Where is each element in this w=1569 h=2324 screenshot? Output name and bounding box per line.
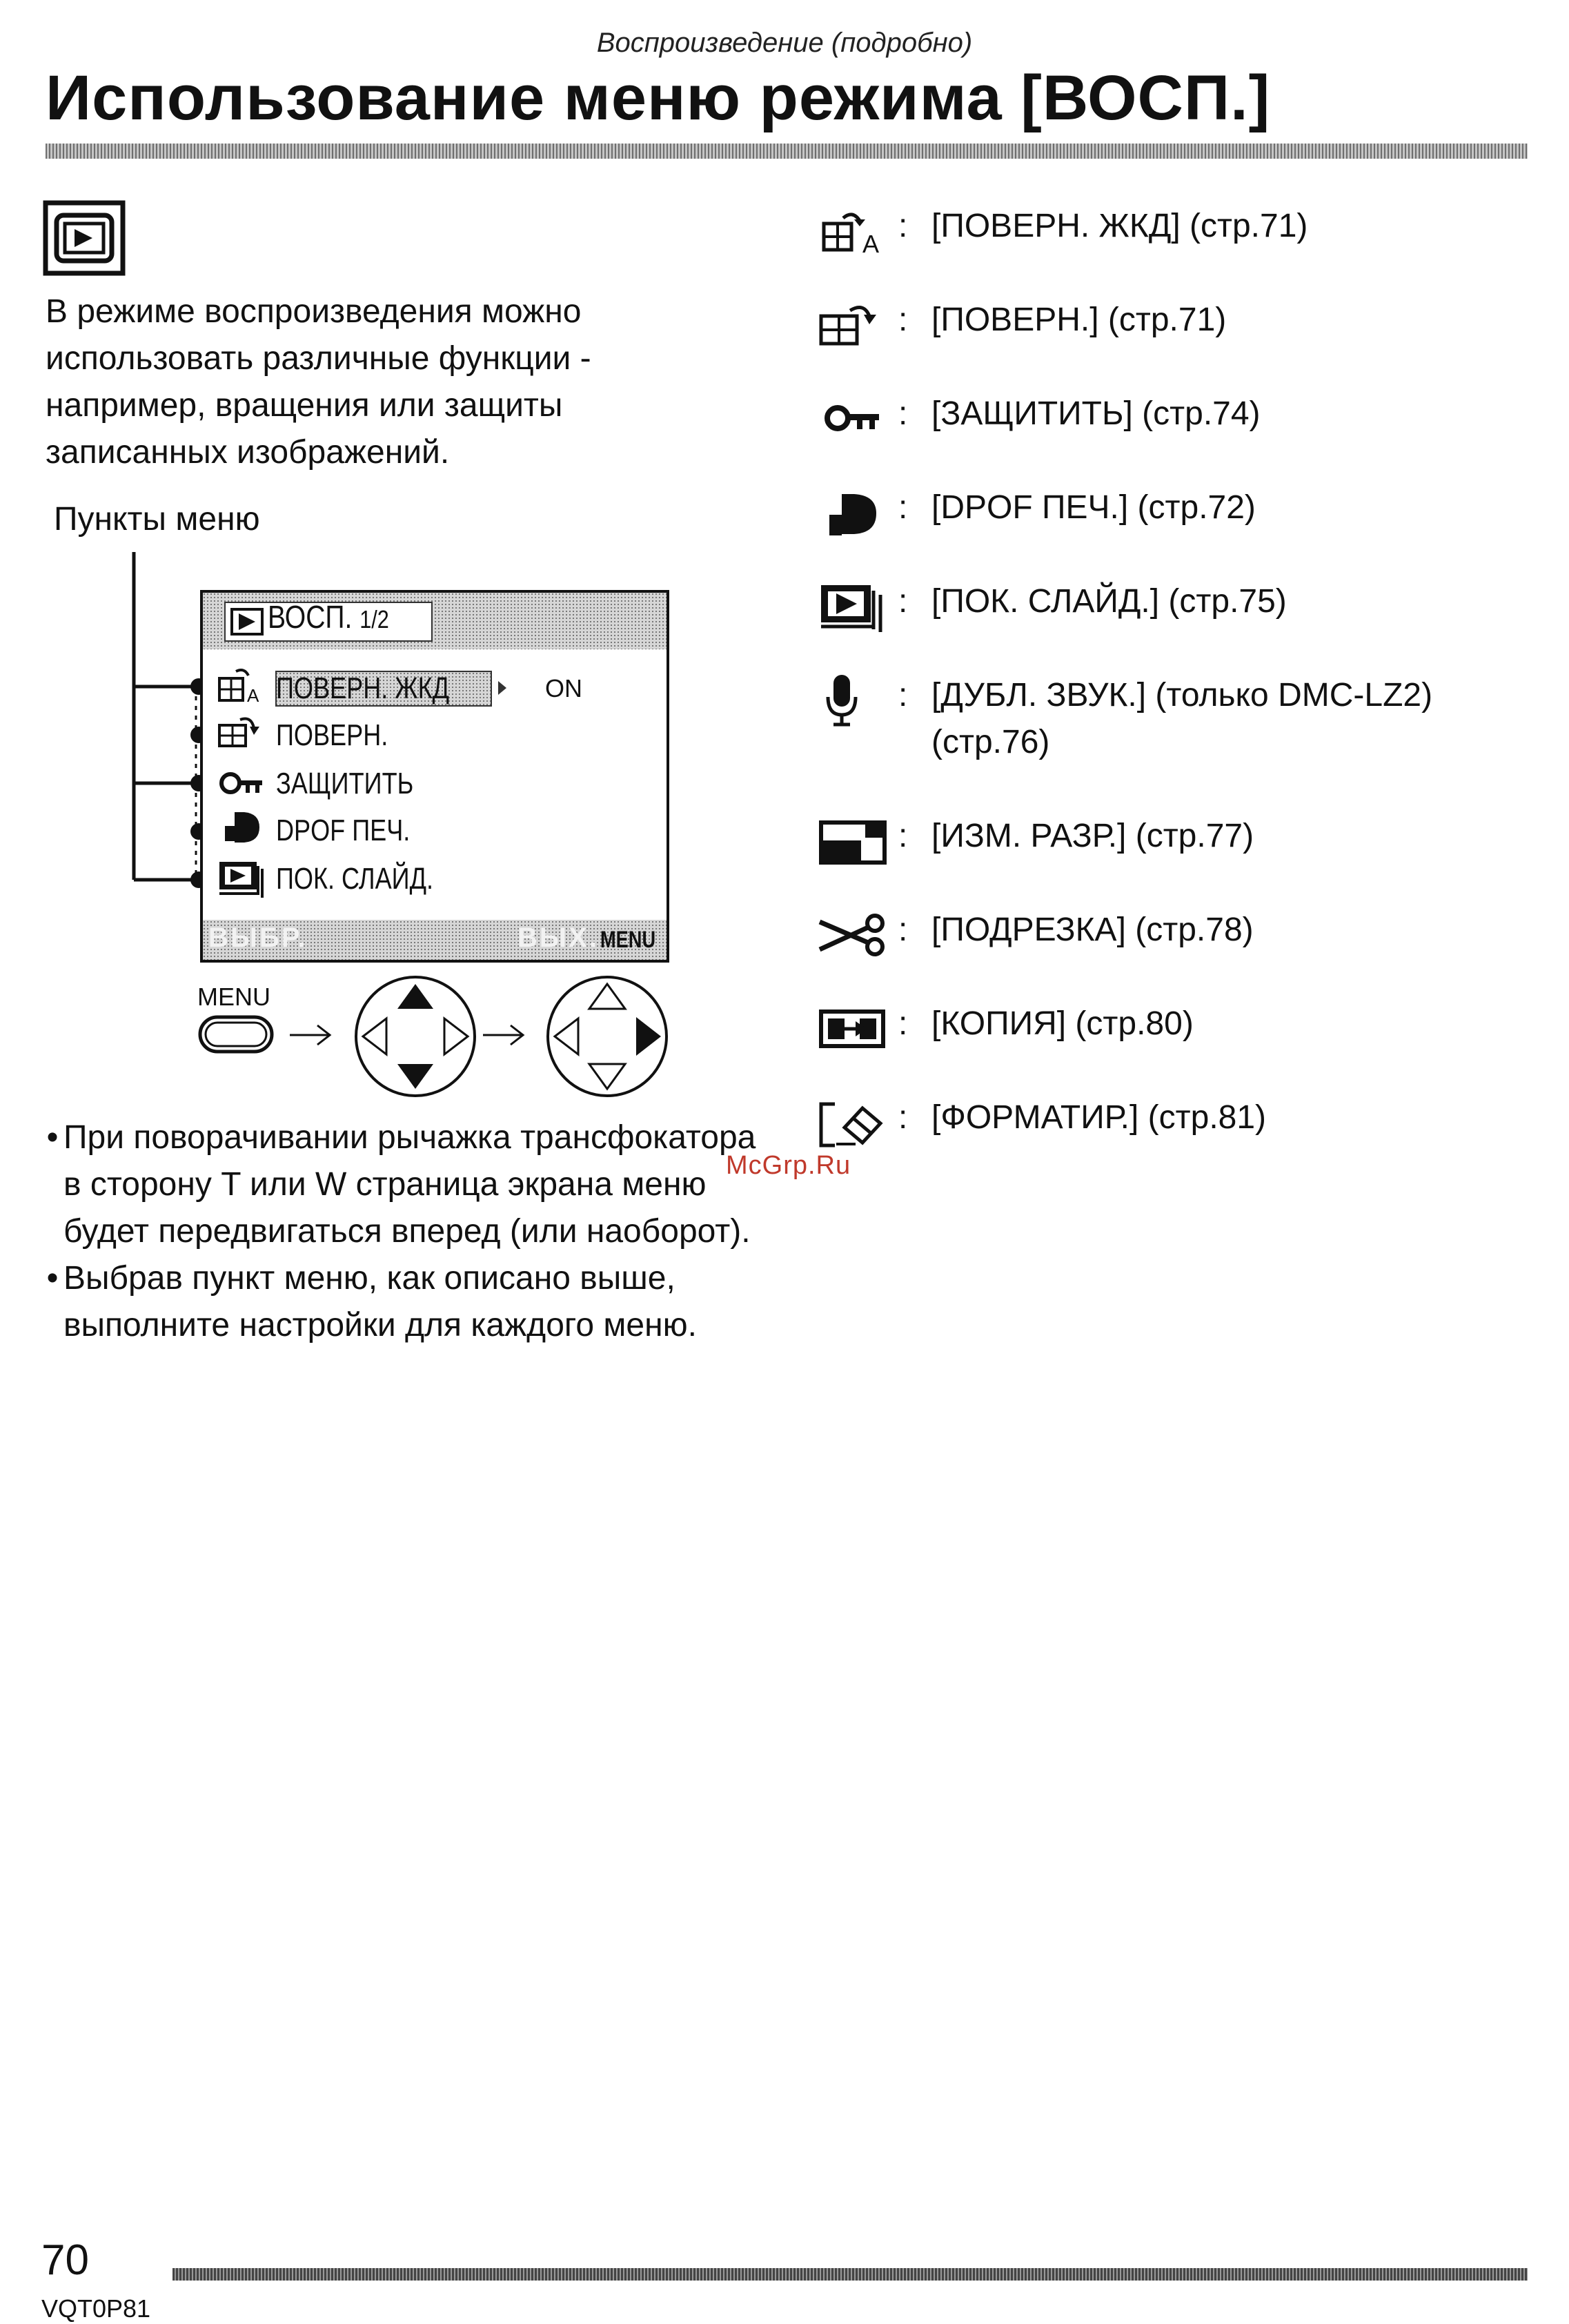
dpad-up-down-icon: [356, 977, 475, 1096]
note-item: [41, 1255, 766, 1349]
menu-button-icon: [200, 1017, 272, 1052]
resize-icon: [814, 813, 890, 868]
menu-item-label: [ДУБЛ. ЗВУК.] (только DMC-LZ2) (стр.76): [931, 677, 1433, 760]
svg-text:A: A: [247, 685, 259, 706]
lcd-footer-menu: MENU: [600, 927, 656, 953]
lcd-page-indicator: 1/2: [359, 605, 389, 633]
lcd-header-label: ВОСП.: [268, 599, 353, 635]
lcd-slideshow-icon: [219, 862, 262, 898]
lcd-header-title: [268, 598, 389, 636]
lcd-footer-select: ВЫБР.: [208, 923, 308, 953]
separator-colon: :: [898, 395, 908, 432]
separator-colon: :: [898, 583, 908, 620]
separator-colon: :: [898, 1005, 908, 1042]
lcd-footer-exit: ВЫХ.: [517, 923, 599, 953]
separator-colon: :: [898, 1099, 908, 1136]
camera-lcd-screen: [200, 590, 669, 963]
note-text: При поворачивании рычажка трансфокатора в сторону T или W страница экрана меню будет передвигаться вперед (или наоборот).: [63, 1119, 756, 1250]
lcd-row-dpof: DPOF ПЕЧ.: [276, 814, 411, 847]
title-rule: [46, 144, 1528, 159]
menu-item-label: [КОПИЯ] (стр.80): [931, 1005, 1194, 1042]
menu-items-caption: Пункты меню: [54, 501, 260, 538]
separator-colon: :: [898, 302, 908, 338]
lcd-row-protect: ЗАЩИТИТЬ: [276, 767, 414, 800]
notes-list: [41, 1114, 766, 1349]
separator-colon: :: [898, 912, 908, 948]
rotate-display-icon: [814, 203, 890, 258]
microphone-icon: [814, 672, 890, 727]
lcd-selected-value: ON: [545, 674, 582, 702]
menu-item-label: [ПОДРЕЗКА] (стр.78): [931, 912, 1254, 948]
dpad-right-icon: [548, 977, 667, 1096]
copy-icon: [814, 1001, 890, 1056]
note-text: Выбрав пункт меню, как описано выше, выполните настройки для каждого меню.: [63, 1260, 697, 1343]
page-number: 70: [41, 2236, 89, 2284]
footer-rule: [172, 2268, 1528, 2281]
lcd-row-rotate-display: ПОВЕРН. ЖКД: [276, 671, 450, 705]
dpof-print-icon: [814, 484, 890, 540]
note-item: [41, 1114, 766, 1255]
menu-item-label: [ПОВЕРН.] (стр.71): [931, 302, 1227, 338]
menu-item-label: [ЗАЩИТИТЬ] (стр.74): [931, 395, 1261, 432]
scissors-icon: [814, 907, 890, 962]
arrow-right-icon: [483, 1025, 523, 1045]
menu-item-label: [ФОРМАТИР.] (стр.81): [931, 1099, 1267, 1136]
lcd-row-slideshow: ПОК. СЛАЙД.: [276, 862, 434, 896]
menu-item-label: [ПОК. СЛАЙД.] (стр.75): [931, 583, 1287, 620]
key-icon: [814, 391, 890, 446]
control-sequence-diagram: [193, 973, 690, 1104]
separator-colon: :: [898, 677, 908, 713]
menu-button-label: MENU: [197, 983, 270, 1011]
page-title: Использование меню режима [ВОСП.]: [46, 63, 1271, 133]
menu-item-label: [ИЗМ. РАЗР.] (стр.77): [931, 818, 1254, 854]
intro-paragraph: В режиме воспроизведения можно использовать различные функции - например, вращения или защиты записанных изображений.: [46, 293, 591, 471]
svg-text:A: A: [862, 230, 880, 258]
separator-colon: :: [898, 208, 908, 244]
bullet-icon: •: [46, 1119, 59, 1156]
model-code: VQT0P81: [41, 2294, 151, 2323]
eraser-icon: [814, 1094, 890, 1150]
separator-colon: :: [898, 489, 908, 526]
menu-item-label: [ПОВЕРН. ЖКД] (стр.71): [931, 208, 1308, 244]
watermark: McGrp.Ru: [726, 1151, 851, 1180]
slideshow-icon: [814, 578, 890, 633]
playback-mode-icon: [43, 200, 126, 276]
bullet-icon: •: [46, 1260, 59, 1297]
section-label: Воспроизведение (подробно): [596, 28, 973, 58]
separator-colon: :: [898, 818, 908, 854]
menu-item-label: [DPOF ПЕЧ.] (стр.72): [931, 489, 1256, 526]
lcd-row-rotate: ПОВЕРН.: [276, 718, 388, 752]
arrow-right-icon: [290, 1025, 330, 1045]
rotate-icon: [814, 297, 890, 352]
